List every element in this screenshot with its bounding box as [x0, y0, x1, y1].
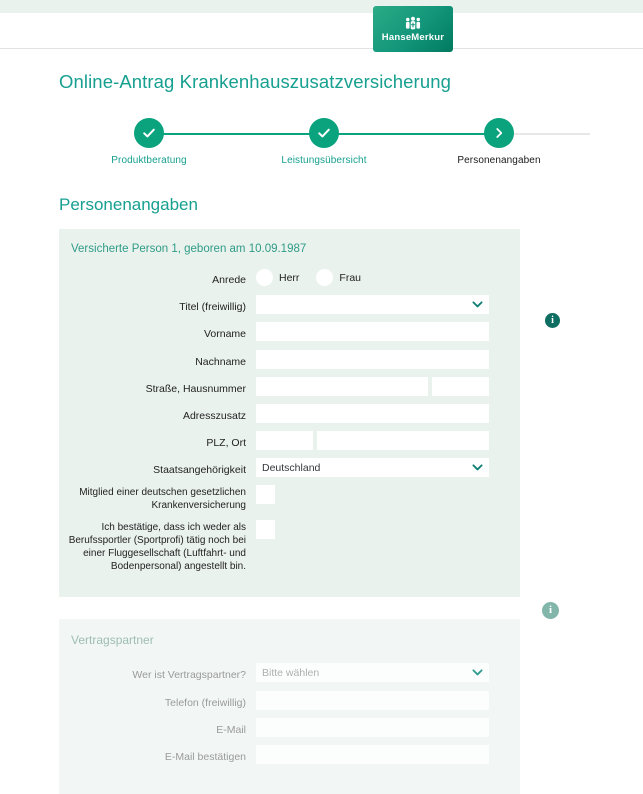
- telefon-input[interactable]: [256, 691, 489, 710]
- info-icon[interactable]: i: [542, 602, 559, 619]
- field-staatsangehoerigkeit: [59, 458, 520, 477]
- field-plz-ort: [59, 431, 520, 450]
- field-email-bestaetigen: [59, 745, 520, 764]
- hausnummer-input[interactable]: [432, 377, 489, 396]
- step-1-circle[interactable]: [134, 118, 164, 148]
- step-1-label: Produktberatung: [111, 155, 187, 166]
- plz-ort-label: PLZ, Ort: [206, 437, 246, 450]
- step-personenangaben[interactable]: [439, 115, 559, 166]
- email-label: E-Mail: [216, 723, 246, 736]
- plz-input[interactable]: [256, 431, 313, 450]
- gkv-mitglied-checkbox[interactable]: [256, 485, 275, 504]
- field-gkv-mitglied: [59, 485, 520, 512]
- staatsangehoerigkeit-value: Deutschland: [262, 461, 321, 474]
- chevron-down-icon: [472, 464, 483, 471]
- logo-wordmark: HanseMerkur: [381, 31, 445, 43]
- step-2-label: Leistungsübersicht: [281, 155, 367, 166]
- radio-herr-label[interactable]: Herr: [279, 271, 300, 284]
- strasse-label: Straße, Hausnummer: [145, 382, 246, 395]
- nachname-label: Nachname: [195, 355, 246, 368]
- staatsangehoerigkeit-label: Staatsangehörigkeit: [153, 464, 246, 477]
- family-people-icon: [404, 16, 422, 32]
- radio-herr[interactable]: [256, 269, 273, 286]
- hansemerkur-logo[interactable]: [373, 6, 453, 52]
- info-icon[interactable]: i: [545, 313, 560, 328]
- wer-ist-vertragspartner-select[interactable]: [256, 663, 489, 682]
- bestaetigung-checkbox[interactable]: [256, 520, 275, 539]
- field-anrede: [59, 268, 520, 287]
- field-bestaetigung: [59, 520, 520, 573]
- section-title: Personenangaben: [59, 195, 198, 214]
- bestaetigung-label: Ich bestätige, dass ich weder als Berufssportler (Sportprofi) tätig noch bei einer Fluggesellschaft (Luftfahrt- und Bodenpersonal) angestellt bin.: [68, 522, 246, 573]
- check-icon: [141, 125, 157, 141]
- radio-frau-label[interactable]: Frau: [339, 271, 362, 284]
- field-strasse: [59, 377, 520, 396]
- progress-stepper: [0, 115, 643, 173]
- check-icon: [316, 125, 332, 141]
- contract-partner-panel: [59, 604, 553, 794]
- header-bar: [0, 13, 643, 49]
- chevron-right-icon: [492, 126, 506, 140]
- insured-person-panel: [59, 229, 554, 597]
- field-email: [59, 718, 520, 737]
- step-2-circle[interactable]: [309, 118, 339, 148]
- anrede-label: Anrede: [212, 274, 246, 286]
- top-accent-strip: [0, 0, 643, 13]
- page-title: Online-Antrag Krankenhauszusatzversicherung: [59, 71, 451, 92]
- step-leistungsuebersicht[interactable]: [264, 115, 384, 166]
- titel-label: Titel (freiwillig): [179, 301, 246, 314]
- ort-input[interactable]: [317, 431, 489, 450]
- titel-select[interactable]: [256, 295, 489, 314]
- email-bestaetigen-label: E-Mail bestätigen: [164, 750, 246, 763]
- wer-ist-vertragspartner-label: Wer ist Vertragspartner?: [132, 669, 246, 682]
- field-telefon: [59, 691, 520, 710]
- adresszusatz-input[interactable]: [256, 404, 489, 423]
- step-3-label: Personenangaben: [457, 155, 541, 166]
- vorname-input[interactable]: [256, 322, 489, 341]
- email-bestaetigen-input[interactable]: [256, 745, 489, 764]
- chevron-down-icon: [472, 669, 483, 676]
- field-adresszusatz: [59, 404, 520, 423]
- radio-frau[interactable]: [316, 269, 333, 286]
- anrede-options: [256, 268, 372, 286]
- step-3-circle[interactable]: [484, 118, 514, 148]
- field-titel: [59, 295, 520, 314]
- contract-partner-heading: Vertragspartner: [71, 633, 154, 648]
- field-nachname: [59, 350, 520, 369]
- field-vorname: [59, 322, 520, 341]
- staatsangehoerigkeit-select[interactable]: [256, 458, 489, 477]
- strasse-input[interactable]: [256, 377, 428, 396]
- insured-person-heading: Versicherte Person 1, geboren am 10.09.1987: [71, 243, 307, 255]
- gkv-mitglied-label: Mitglied einer deutschen gesetzlichen Krankenversicherung: [79, 487, 246, 512]
- wer-ist-vertragspartner-value: Bitte wählen: [262, 666, 320, 679]
- nachname-input[interactable]: [256, 350, 489, 369]
- adresszusatz-label: Adresszusatz: [182, 409, 246, 422]
- chevron-down-icon: [472, 301, 483, 308]
- telefon-label: Telefon (freiwillig): [164, 696, 246, 709]
- field-wer-ist-vertragspartner: [59, 663, 520, 682]
- email-input[interactable]: [256, 718, 489, 737]
- page-body: [0, 49, 643, 794]
- vorname-label: Vorname: [203, 328, 246, 341]
- step-produktberatung[interactable]: [89, 115, 209, 166]
